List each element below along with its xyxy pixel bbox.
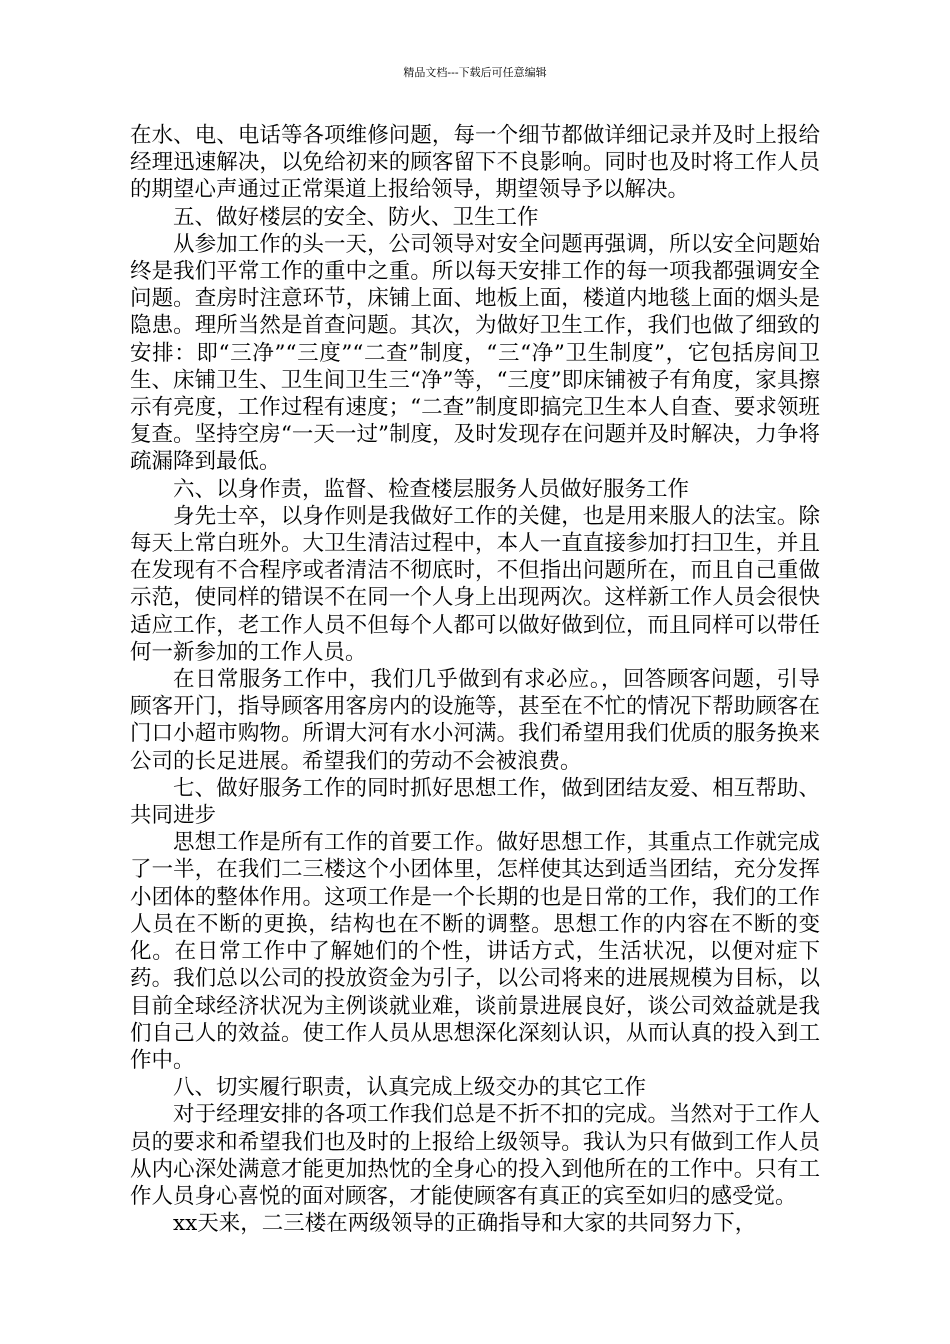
section-heading-7: 七、做好服务工作的同时抓好思想工作，做到团结友爱、相互帮助、共同进步 — [130, 775, 820, 829]
section-heading-6: 六、以身作责，监督、检查楼层服务人员做好服务工作 — [173, 476, 690, 502]
paragraph: 从参加工作的头一天，公司领导对安全问题再强调，所以安全问题始终是我们平常工作的重中之重。所以每天安排工作的每一项我都强调安全问题。查房时注意环节，床铺上面、地板上面，楼道内地毯上面的烟头是隐患。理所当然是首查问题。其次，为做好卫生工作，我们也做了细致的安排：即“三净”“三度”“二查”制度，“三“净”卫生制度”，它包括房间卫生、床铺卫生、卫生间卫生三“净”等，“三度”即床铺被子有角度，家具擦示有亮度，工作过程有速度；“二查”制度即搞完卫生本人自查、要求领班复查。坚持空房“一天一过”制度，及时发现存在问题并及时解决，力争将疏漏降到最低。 — [130, 231, 820, 475]
paragraph: 在日常服务工作中，我们几乎做到有求必应。，回答顾客问题，引导顾客开门，指导顾客用客房内的设施等，甚至在不忙的情况下帮助顾客在门口小超市购物。所谓大河有水小河满。我们希望用我们优质的服务换来公司的长足进展。希望我们的劳动不会被浪费。 — [130, 667, 820, 774]
page-header: 精品文档---下载后可任意编辑 — [403, 66, 547, 79]
document-body — [130, 122, 820, 1237]
paragraph: 思想工作是所有工作的首要工作。做好思想工作，其重点工作就完成了一半，在我们二三楼这个小团体里，怎样使其达到适当团结，充分发挥小团体的整体作用。这项工作是一个长期的也是日常的工作，我们的工作人员在不断的更换，结构也在不断的调整。思想工作的内容在不断的变化。在日常工作中了解她们的个性，讲话方式，生活状况，以便对症下药。我们总以公司的投放资金为引子，以公司将来的进展规模为目标，以目前全球经济状况为主例谈就业难，谈前景进展良好，谈公司效益就是我们自己人的效益。使工作人员从思想深化深刻认识，从而认真的投入到工作中。 — [130, 830, 820, 1073]
paragraph: xx天来，二三楼在两级领导的正确指导和大家的共同努力下， — [173, 1211, 757, 1237]
paragraph-continued: 在水、电、电话等各项维修问题，每一个细节都做详细记录并及时上报给经理迅速解决，以免给初来的顾客留下不良影响。同时也及时将工作人员的期望心声通过正常渠道上报给领导，期望领导予以解决。 — [130, 123, 820, 203]
section-heading-5: 五、做好楼层的安全、防火、卫生工作 — [173, 204, 539, 230]
section-heading-8: 八、切实履行职责，认真完成上级交办的其它工作 — [173, 1075, 647, 1101]
paragraph: 身先士卒，以身作则是我做好工作的关健，也是用来服人的法宝。除每天上常白班外。大卫生清洁过程中，本人一直直接参加打扫卫生，并且在发现有不合程序或者清洁不彻底时，不但指出问题所在，而且自己重做示范，使同样的错误不在同一个人身上出现两次。这样新工作人员会很快适应工作，老工作人员不但每个人都可以做好做到位，而且同样可以带任何一新参加的工作人员。 — [130, 503, 820, 665]
paragraph: 对于经理安排的各项工作我们总是不折不扣的完成。当然对于工作人员的要求和希望我们也及时的上报给上级领导。我认为只有做到工作人员从内心深处满意才能更加热忱的全身心的投入到他所在的工作中。只有工作人员身心喜悦的面对顾客，才能使顾客有真正的宾至如归的感受觉。 — [130, 1102, 820, 1209]
